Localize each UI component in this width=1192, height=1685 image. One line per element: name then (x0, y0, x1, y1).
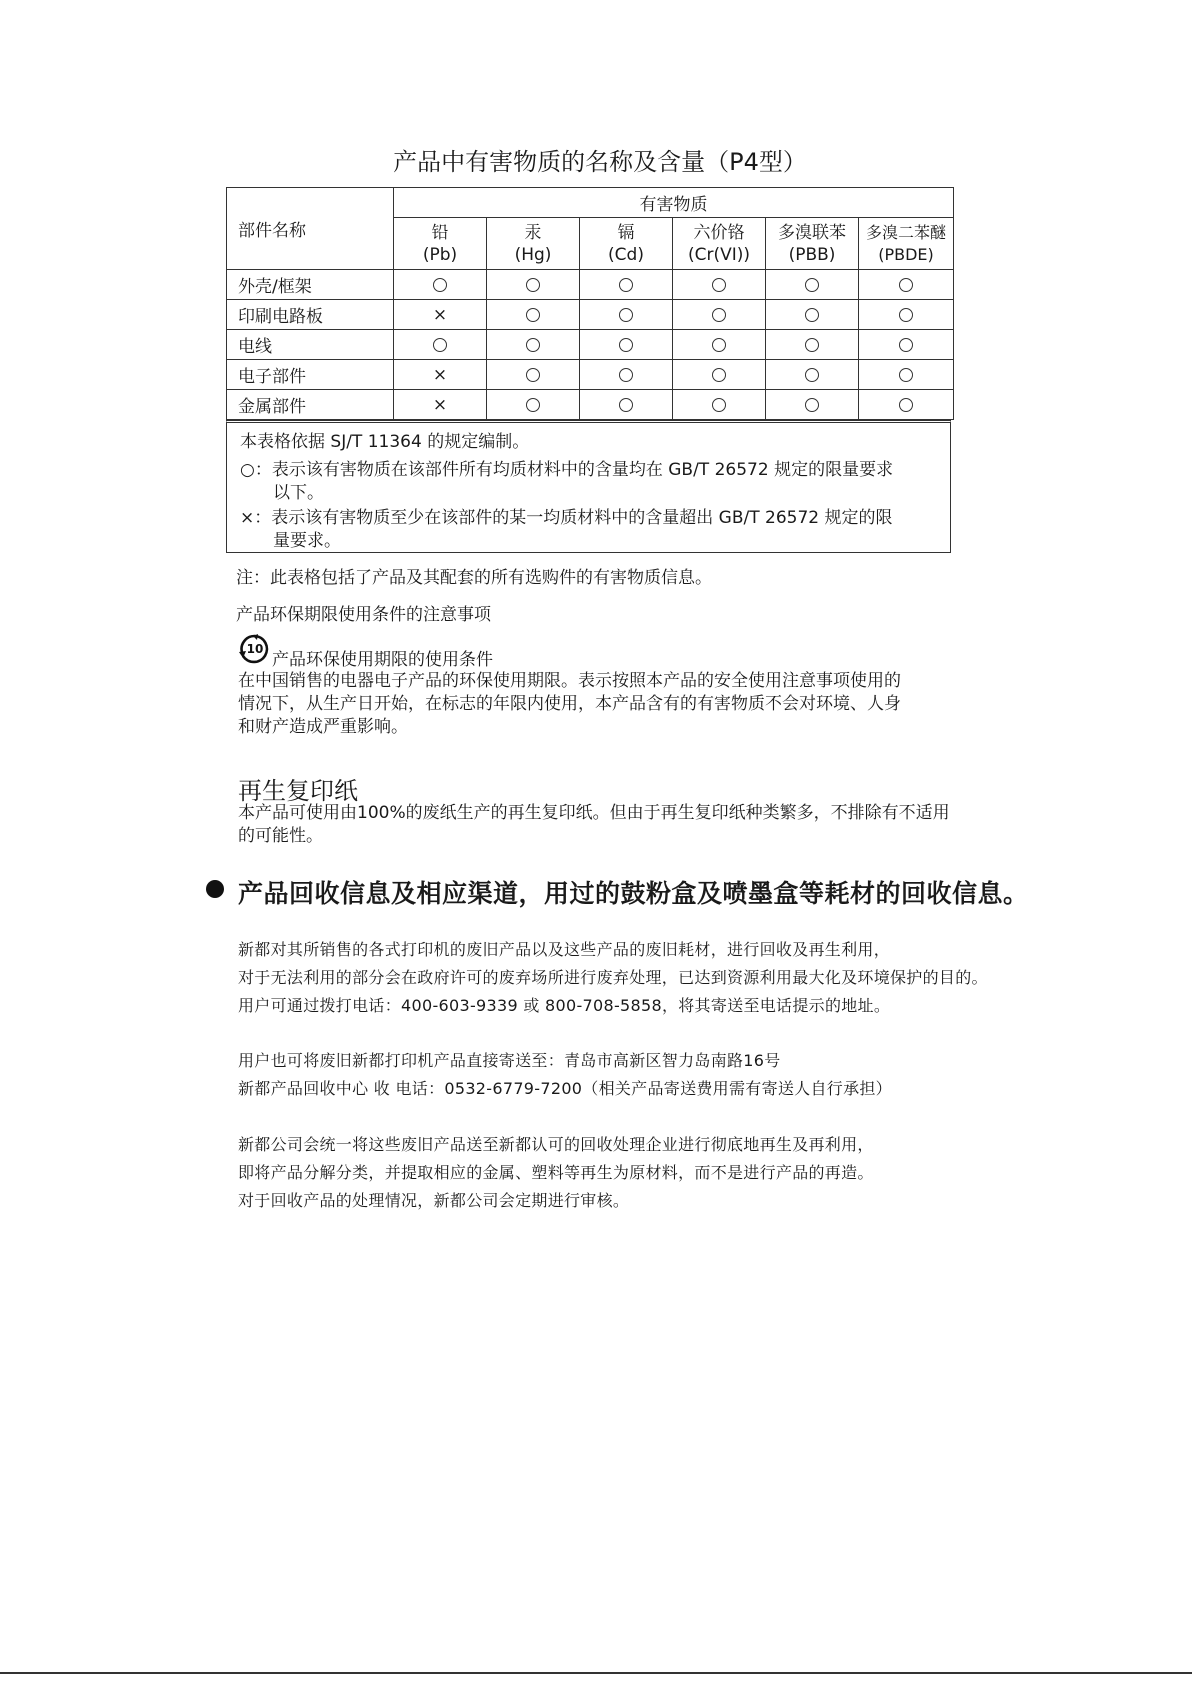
part-name: 电子部件 (227, 360, 394, 390)
circle-mark-icon (619, 308, 633, 322)
table-row (227, 330, 954, 360)
hazardous-substance-table (226, 187, 954, 420)
content-mark (580, 360, 673, 390)
env-body-line: 情况下，从生产日开始，在标志的年限内使用，本产品含有的有害物质不会对环境、人身 (238, 694, 901, 714)
recycle-paragraph-2 (238, 1047, 892, 1103)
content-mark (394, 330, 487, 360)
circle-mark-icon (526, 398, 540, 412)
content-mark (394, 300, 487, 330)
circle-mark-icon (899, 338, 913, 352)
part-name-header: 部件名称 (227, 188, 394, 270)
substance-symbol: (Cd) (608, 244, 644, 265)
content-mark (766, 270, 859, 300)
content-mark (859, 360, 954, 390)
notes-cross-line1: ×：表示该有害物质至少在该部件的某一均质材料中的含量超出 GB/T 26572 规定的限 (240, 508, 893, 528)
recycle-line: 新都产品回收中心 收 电话：0532-6779-7200（相关产品寄送费用需有寄送人自行承担） (238, 1079, 892, 1098)
recycle-line: 用户可通过拨打电话：400-603-9339 或 800-708-5858，将其寄送至电话提示的地址。 (238, 996, 891, 1015)
page-title: 产品中有害物质的名称及含量（P4型） (393, 148, 807, 176)
bottom-rule (0, 1672, 1192, 1674)
part-name: 外壳/框架 (227, 270, 394, 300)
substance-group-header: 有害物质 (394, 188, 954, 218)
circle-mark-icon (712, 338, 726, 352)
circle-mark-icon (526, 278, 540, 292)
env-subtitle: 产品环保使用期限的使用条件 (272, 650, 493, 670)
recycle-line: 对于无法利用的部分会在政府许可的废弃场所进行废弃处理，已达到资源利用最大化及环境保护的目的。 (238, 968, 988, 987)
recycle-line: 新都公司会统一将这些废旧产品送至新都认可的回收处理企业进行彻底地再生及再利用， (238, 1135, 874, 1154)
paper-body (238, 802, 950, 848)
table-row (227, 270, 954, 300)
content-mark (487, 300, 580, 330)
substance-name: 多溴联苯 (778, 222, 846, 243)
content-mark (673, 330, 766, 360)
content-mark (487, 360, 580, 390)
content-mark (394, 360, 487, 390)
substance-header (859, 218, 954, 270)
content-mark (766, 360, 859, 390)
circle-mark-icon (899, 278, 913, 292)
content-mark (766, 330, 859, 360)
notes-cross-line2: 量要求。 (273, 531, 341, 551)
env-body-line: 在中国销售的电器电子产品的环保使用期限。表示按照本产品的安全使用注意事项使用的 (238, 671, 901, 691)
circle-mark-icon (805, 398, 819, 412)
content-mark (766, 390, 859, 420)
cross-mark-icon: × (432, 364, 448, 385)
circle-mark-icon (619, 368, 633, 382)
content-mark (487, 330, 580, 360)
circle-mark-icon (712, 398, 726, 412)
circle-mark-icon (899, 398, 913, 412)
circle-mark-icon (899, 308, 913, 322)
paper-body-line: 本产品可使用由100%的废纸生产的再生复印纸。但由于再生复印纸种类繁多，不排除有不适用 (238, 803, 950, 823)
content-mark (580, 330, 673, 360)
recycle-paragraph-3 (238, 1131, 874, 1215)
env-body-line: 和财产造成严重影响。 (238, 717, 408, 737)
recycle-line: 即将产品分解分类，并提取相应的金属、塑料等再生为原材料，而不是进行产品的再造。 (238, 1163, 874, 1182)
content-mark (394, 390, 487, 420)
substance-header (487, 218, 580, 270)
paper-body-line: 的可能性。 (238, 826, 323, 846)
substance-name: 六价铬 (693, 222, 745, 243)
content-mark (859, 330, 954, 360)
substance-symbol: (PBB) (788, 244, 836, 265)
recycle-paragraph-1 (238, 936, 988, 1020)
substance-symbol: (PBDE) (878, 244, 934, 264)
cross-mark-icon: × (432, 394, 448, 415)
content-mark (673, 390, 766, 420)
substance-name: 多溴二苯醚 (865, 222, 946, 242)
notes-circle-line2: 以下。 (273, 483, 324, 503)
content-mark (580, 300, 673, 330)
notes-circle-line1: ○：表示该有害物质在该部件所有均质材料中的含量均在 GB/T 26572 规定的限量要求 (240, 460, 894, 480)
content-mark (394, 270, 487, 300)
substance-header (394, 218, 487, 270)
content-mark (859, 300, 954, 330)
content-mark (487, 390, 580, 420)
substance-name: 镉 (617, 222, 635, 243)
cross-mark-icon: × (432, 304, 448, 325)
content-mark (673, 300, 766, 330)
substance-name: 铅 (431, 222, 449, 243)
table-notes (226, 420, 951, 553)
circle-mark-icon (805, 278, 819, 292)
part-name: 印刷电路板 (227, 300, 394, 330)
substance-symbol: (Hg) (514, 244, 552, 265)
circle-mark-icon (712, 278, 726, 292)
circle-mark-icon (526, 308, 540, 322)
circle-mark-icon (712, 308, 726, 322)
circle-mark-icon (805, 338, 819, 352)
circle-mark-icon (619, 278, 633, 292)
circle-mark-icon (712, 368, 726, 382)
content-mark (673, 270, 766, 300)
content-mark (859, 270, 954, 300)
substance-header (580, 218, 673, 270)
env-icon-number: 10 (246, 642, 264, 656)
footnote: 注：此表格包括了产品及其配套的所有选购件的有害物质信息。 (236, 568, 712, 588)
table-row (227, 360, 954, 390)
circle-mark-icon (805, 308, 819, 322)
substance-symbol: (Cr(VI)) (687, 244, 751, 265)
circle-mark-icon (805, 368, 819, 382)
env-section-title: 产品环保期限使用条件的注意事项 (236, 605, 491, 625)
bullet-dot (206, 880, 224, 898)
substance-symbol: (Pb) (422, 244, 458, 265)
circle-mark-icon (619, 398, 633, 412)
content-mark (859, 390, 954, 420)
recycle-heading: 产品回收信息及相应渠道，用过的鼓粉盒及喷墨盒等耗材的回收信息。 (238, 879, 1029, 908)
env-body (238, 670, 901, 739)
table-row (227, 390, 954, 420)
paper-title: 再生复印纸 (238, 777, 358, 805)
substance-name: 汞 (524, 222, 542, 243)
circle-mark-icon (899, 368, 913, 382)
substance-header (766, 218, 859, 270)
notes-basis: 本表格依据 SJ/T 11364 的规定编制。 (240, 432, 530, 452)
circle-mark-icon (526, 338, 540, 352)
content-mark (766, 300, 859, 330)
recycle-line: 对于回收产品的处理情况，新都公司会定期进行审核。 (238, 1191, 630, 1210)
circle-mark-icon (433, 338, 447, 352)
part-name: 电线 (227, 330, 394, 360)
substance-header (673, 218, 766, 270)
environment-period-icon (238, 634, 268, 662)
content-mark (487, 270, 580, 300)
content-mark (673, 360, 766, 390)
table-row (227, 300, 954, 330)
circle-mark-icon (619, 338, 633, 352)
circle-mark-icon (433, 278, 447, 292)
recycle-line: 新都对其所销售的各式打印机的废旧产品以及这些产品的废旧耗材，进行回收及再生利用， (238, 940, 891, 959)
circle-mark-icon (526, 368, 540, 382)
recycle-line: 用户也可将废旧新都打印机产品直接寄送至：青岛市高新区智力岛南路16号 (238, 1051, 781, 1070)
content-mark (580, 270, 673, 300)
content-mark (580, 390, 673, 420)
part-name: 金属部件 (227, 390, 394, 420)
